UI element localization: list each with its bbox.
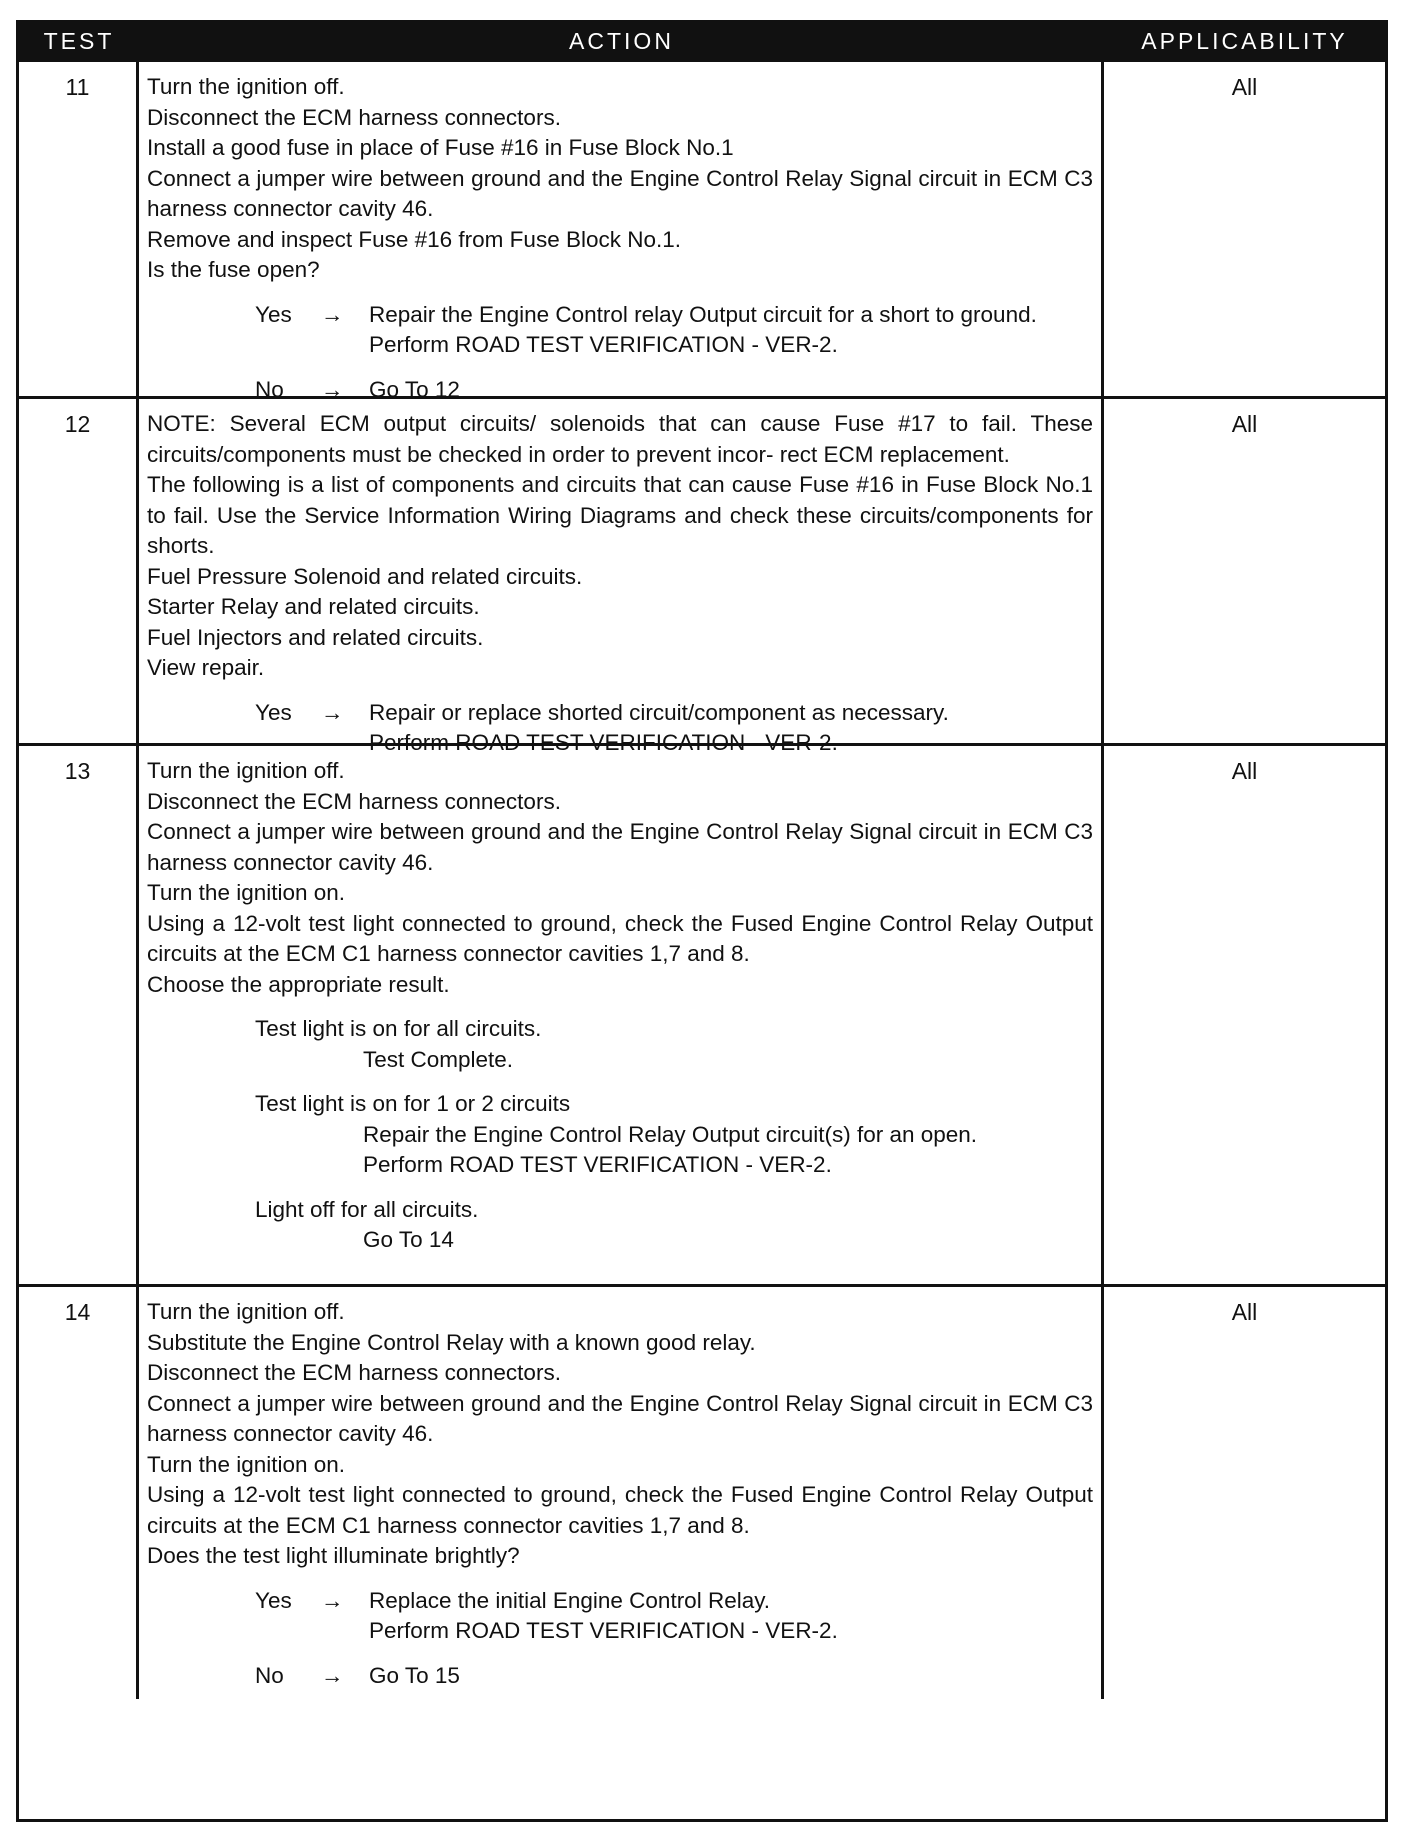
step-text: Connect a jumper wire between ground and the Engine Control Relay Signal circuit in ECM C3 harness connector cavity 46.: [147, 819, 1093, 875]
result-action: Repair the Engine Control Relay Output circuit(s) for an open.: [363, 1121, 978, 1147]
header-action: ACTION: [569, 27, 674, 54]
result-title: Test light is on for 1 or 2 circuits: [255, 1091, 571, 1116]
note-text: NOTE: Several ECM output circuits/ solenoids that can cause Fuse #17 to fail. These circuits/components must be checked in order to prevent incor- rect ECM replacement.: [147, 411, 1093, 467]
step-text: Disconnect the ECM harness connectors.: [147, 788, 561, 814]
step-text: Turn the ignition on.: [147, 880, 346, 905]
step-text: Connect a jumper wire between ground and the Engine Control Relay Signal circuit in ECM C3 harness connector cavity 46.: [147, 1390, 1093, 1446]
table-row: [19, 59, 1385, 402]
applicability: All: [1231, 411, 1258, 437]
step-text: Turn the ignition on.: [147, 1451, 346, 1477]
step-text: Fuel Pressure Solenoid and related circuits.: [147, 563, 583, 589]
yes-action: Perform ROAD TEST VERIFICATION - VER-2.: [369, 332, 838, 357]
test-number: 14: [19, 1287, 139, 1699]
applicability: All: [1231, 74, 1258, 100]
arrow-icon: →: [321, 301, 344, 327]
test-number: 11: [19, 62, 139, 396]
action-cell: [139, 1287, 1104, 1699]
arrow-icon: →: [321, 1587, 344, 1613]
step-text: Turn the ignition off.: [147, 74, 345, 99]
table-header: [19, 23, 1385, 59]
step-text: Starter Relay and related circuits.: [147, 594, 480, 619]
result-option: [147, 1089, 1093, 1181]
yes-action: Repair or replace shorted circuit/component as necessary.: [369, 699, 949, 725]
step-text: Disconnect the ECM harness connectors.: [147, 1360, 561, 1385]
no-label: No: [255, 376, 284, 402]
result-title: Light off for all circuits.: [255, 1196, 479, 1222]
step-text: Connect a jumper wire between ground and the Engine Control Relay Signal circuit in ECM C3 harness connector cavity 46.: [147, 165, 1093, 221]
diagnostic-table: [16, 20, 1388, 1822]
step-text: Using a 12-volt test light connected to ground, check the Fused Engine Control Relay Output circuits at the ECM C1 harness connector cavities 1,7 and 8.: [147, 910, 1093, 966]
result-action: Perform ROAD TEST VERIFICATION - VER-2.: [363, 1152, 832, 1177]
result-option: [147, 1014, 1093, 1075]
table-row: [19, 396, 1385, 755]
table-row: [19, 743, 1385, 1284]
yes-action: Replace the initial Engine Control Relay.: [369, 1587, 771, 1613]
test-number: 13: [19, 746, 139, 1284]
arrow-icon: →: [321, 376, 344, 402]
step-text: Using a 12-volt test light connected to ground, check the Fused Engine Control Relay Output circuits at the ECM C1 harness connector cavities 1,7 and 8.: [147, 1482, 1093, 1538]
step-text: Choose the appropriate result.: [147, 971, 450, 997]
step-text: Turn the ignition off.: [147, 1299, 345, 1324]
step-text: Is the fuse open?: [147, 257, 320, 282]
table-row: [19, 1284, 1385, 1699]
header-test: TEST: [43, 27, 115, 54]
arrow-icon: →: [321, 699, 344, 725]
step-text: The following is a list of components and circuits that can cause Fuse #16 in Fuse Block No.1 to fail. Use the Service Information Wiring Diagrams and check these circuits/components for shorts.: [147, 472, 1093, 558]
no-branch: [147, 1661, 1093, 1692]
step-text: Remove and inspect Fuse #16 from Fuse Block No.1.: [147, 226, 682, 252]
step-text: Fuel Injectors and related circuits.: [147, 624, 484, 650]
yes-label: Yes: [255, 1587, 292, 1613]
no-action: Go To 15: [369, 1662, 460, 1688]
step-text: Substitute the Engine Control Relay with a known good relay.: [147, 1329, 756, 1355]
step-text: Install a good fuse in place of Fuse #16 in Fuse Block No.1: [147, 135, 734, 160]
yes-branch: [147, 300, 1093, 361]
yes-label: Yes: [255, 699, 292, 725]
step-text: Turn the ignition off.: [147, 758, 345, 783]
applicability: All: [1231, 758, 1258, 784]
no-action: Go To 12: [369, 376, 460, 402]
result-title: Test light is on for all circuits.: [255, 1016, 542, 1041]
yes-action: Perform ROAD TEST VERIFICATION - VER-2.: [369, 730, 838, 755]
yes-branch: [147, 1586, 1093, 1647]
header-applicability: APPLICABILITY: [1141, 27, 1348, 54]
yes-action: Perform ROAD TEST VERIFICATION - VER-2.: [369, 1618, 838, 1643]
test-number: 12: [19, 399, 139, 743]
action-cell: [139, 399, 1104, 755]
action-cell: [139, 62, 1104, 402]
action-cell: [139, 746, 1104, 1284]
step-text: Disconnect the ECM harness connectors.: [147, 104, 561, 130]
result-action: Test Complete.: [363, 1046, 514, 1072]
yes-label: Yes: [255, 301, 292, 327]
step-text: Does the test light illuminate brightly?: [147, 1543, 520, 1568]
no-label: No: [255, 1662, 284, 1688]
yes-action: Repair the Engine Control relay Output circuit for a short to ground.: [369, 301, 1037, 327]
step-text: View repair.: [147, 655, 265, 680]
result-action: Go To 14: [363, 1227, 454, 1252]
result-option: [147, 1195, 1093, 1256]
arrow-icon: →: [321, 1662, 344, 1688]
applicability: All: [1231, 1299, 1258, 1325]
